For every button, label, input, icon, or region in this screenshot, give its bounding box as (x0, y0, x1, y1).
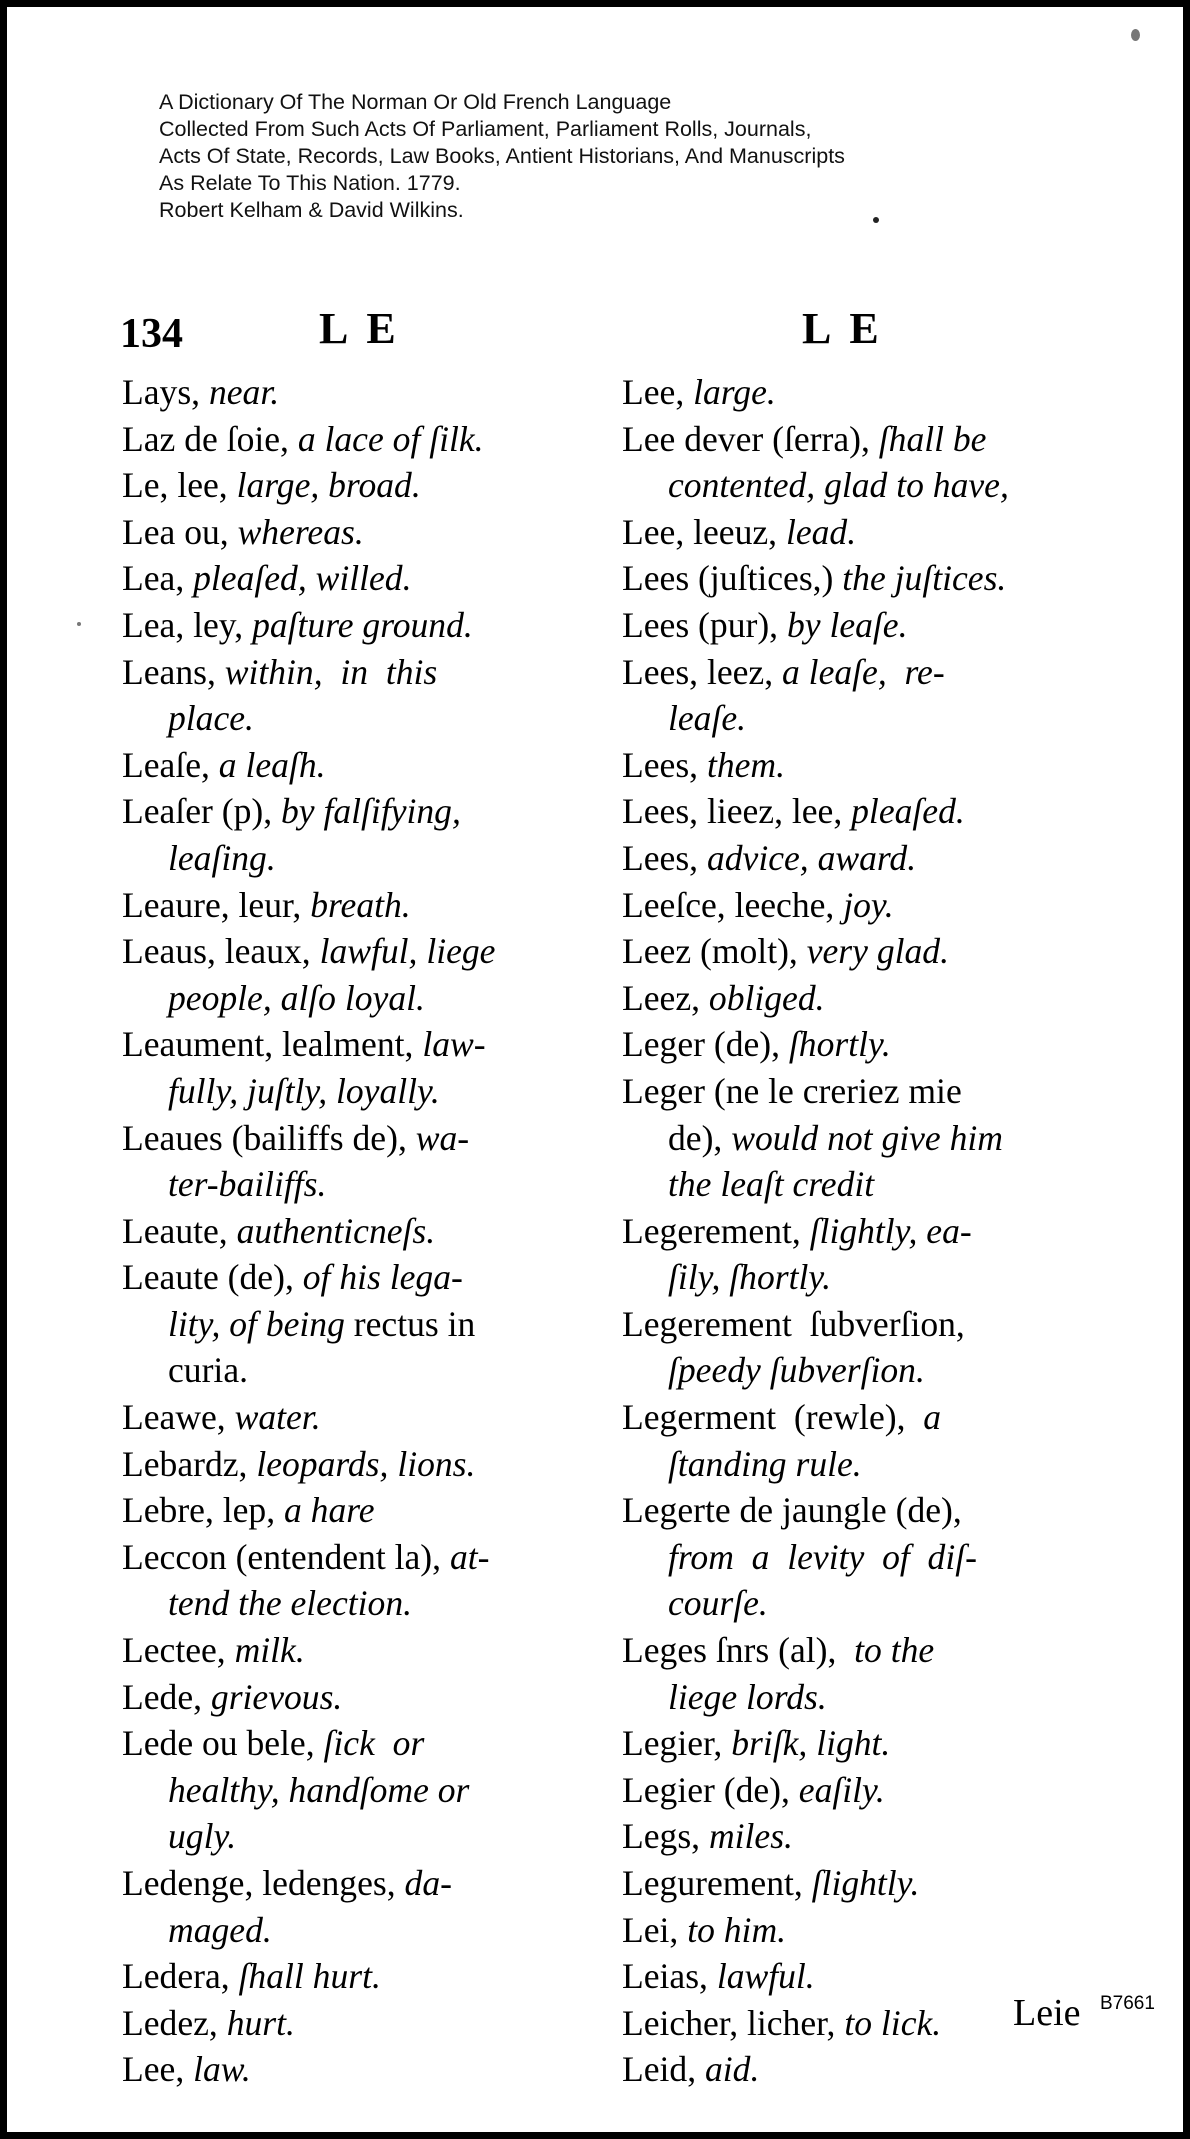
dictionary-line (122, 1580, 592, 1627)
entry-definition: large, broad. (236, 465, 421, 506)
entry-definition: milk. (234, 1630, 305, 1671)
entry-definition: tend the election. (168, 1583, 413, 1624)
entry-headword: Lea ou, (122, 511, 238, 552)
dictionary-line (622, 649, 1092, 696)
entry-definition: a leaſh. (218, 744, 326, 785)
entry-headword: Leaute (de), (122, 1257, 303, 1298)
entry-headword: Leawe, (122, 1397, 235, 1438)
entry-headword: Legurement, (622, 1863, 812, 1903)
dictionary-line (122, 369, 592, 416)
dictionary-line (622, 1627, 1092, 1674)
dictionary-line (122, 555, 592, 602)
dictionary-line (122, 1813, 592, 1860)
entry-definition: at- (449, 1536, 490, 1577)
entry-definition: wa- (415, 1117, 470, 1158)
dictionary-line (622, 1487, 1092, 1534)
source-line: Robert Kelham & David Wilkins. (159, 198, 464, 222)
entry-headword: Legerement, (622, 1210, 810, 1251)
entry-definition: lawful. (716, 1956, 815, 1997)
entry-headword: Lea, (122, 558, 194, 599)
dictionary-line (122, 1487, 592, 1534)
dictionary-line (622, 975, 1092, 1022)
dictionary-line (622, 1860, 1092, 1907)
entry-definition: large. (693, 372, 776, 412)
dictionary-line (622, 369, 1092, 416)
dictionary-line (122, 1674, 592, 1721)
catchword: Leie (1013, 1992, 1081, 2034)
dictionary-line (122, 649, 592, 696)
dictionary-line (622, 1347, 1092, 1394)
dictionary-line (622, 835, 1092, 882)
entry-definition: joy. (843, 884, 894, 925)
entry-headword: Lays, (122, 372, 209, 412)
entry-headword: Leger (ne le creriez mie (622, 1070, 962, 1111)
dictionary-line (122, 975, 592, 1022)
right-column (622, 369, 1092, 2093)
entry-headword: Leaure, leur, (122, 884, 311, 925)
source-note (159, 89, 1059, 224)
entry-definition: place. (168, 698, 254, 739)
entry-definition: maged. (168, 1909, 272, 1950)
entry-headword: Lee dever (ſerra), (622, 418, 879, 459)
catalog-id: B7661 (1100, 1993, 1155, 2014)
entry-definition: briſk, light. (731, 1723, 891, 1764)
source-line: Acts Of State, Records, Law Books, Antient Historians, And Manuscripts (159, 144, 845, 168)
entry-headword: Legerment (rewle), (622, 1397, 924, 1438)
dictionary-line (622, 602, 1092, 649)
entry-definition: from a levity of diſ- (668, 1536, 977, 1577)
dictionary-line (622, 555, 1092, 602)
dictionary-line (122, 1021, 592, 1068)
entry-headword: Le, lee, (122, 465, 237, 506)
entry-definition: to the (854, 1630, 935, 1671)
entry-headword: Lei, (622, 1909, 688, 1950)
dictionary-line (122, 1627, 592, 1674)
entry-definition: ter-bailiffs. (168, 1164, 327, 1205)
entry-definition: to lick. (844, 2002, 942, 2043)
entry-definition: aid. (705, 2049, 760, 2090)
entry-headword: Lebardz, (122, 1443, 257, 1484)
entry-definition: da- (404, 1863, 452, 1903)
ink-speck (1131, 29, 1140, 41)
dictionary-line (122, 695, 592, 742)
entry-definition: leaſing. (168, 837, 276, 878)
entry-definition: eaſily. (798, 1769, 885, 1810)
dictionary-line (622, 1161, 1092, 1208)
entry-definition: contented, glad to have, (668, 465, 1009, 506)
dictionary-line (122, 602, 592, 649)
entry-headword: Leaſer (p), (122, 791, 282, 832)
dictionary-line (122, 1068, 592, 1115)
dictionary-line (122, 1534, 592, 1581)
dictionary-line (622, 509, 1092, 556)
entry-definition: by leaſe. (786, 604, 908, 645)
entry-headword: curia. (168, 1350, 248, 1391)
dictionary-line (122, 882, 592, 929)
dictionary-line (122, 2046, 592, 2093)
entry-definition: very glad. (806, 931, 949, 972)
dictionary-line (122, 1301, 592, 1348)
entry-headword: Lede, (122, 1676, 211, 1717)
entry-headword: Lebre, lep, (122, 1490, 284, 1531)
entry-definition: miles. (708, 1816, 793, 1857)
dictionary-line (122, 1394, 592, 1441)
entry-definition: grievous. (210, 1676, 343, 1717)
entry-definition: the leaſt credit (668, 1164, 875, 1205)
entry-definition: liege lords. (668, 1676, 827, 1717)
dictionary-line (622, 1301, 1092, 1348)
dictionary-line (622, 1021, 1092, 1068)
entry-headword: Lee, leeuz, (622, 511, 786, 552)
dictionary-line (622, 1580, 1092, 1627)
dictionary-line (622, 1767, 1092, 1814)
entry-definition: lawful, liege (319, 931, 496, 972)
entry-definition: ſtanding rule. (668, 1443, 862, 1484)
ink-speck (873, 217, 879, 223)
dictionary-line (622, 928, 1092, 975)
dictionary-line (122, 788, 592, 835)
entry-definition: water. (234, 1397, 321, 1438)
entry-definition: authenticneſs. (236, 1210, 436, 1251)
entry-definition: within, in this (224, 651, 438, 692)
entry-headword: Legier (de), (622, 1769, 799, 1810)
entry-headword: Leger (de), (622, 1024, 789, 1065)
entry-definition: them. (706, 744, 786, 785)
dictionary-line (622, 1208, 1092, 1255)
entry-headword: Leaues (bailiffs de), (122, 1117, 416, 1158)
entry-definition: obliged. (708, 977, 825, 1018)
entry-headword: de), (668, 1117, 732, 1158)
dictionary-line (622, 1907, 1092, 1954)
entry-definition: a hare (284, 1490, 375, 1531)
entry-headword: Lees (pur), (622, 604, 787, 645)
running-head-left: LE (319, 304, 414, 353)
entry-definition: pleaſed. (851, 791, 965, 832)
dictionary-line (622, 462, 1092, 509)
entry-headword: Lees, lieez, lee, (622, 791, 852, 832)
entry-definition: leopards, lions. (256, 1443, 476, 1484)
entry-headword: Legerte de jaungle (de), (622, 1490, 962, 1531)
entry-definition: lead. (785, 511, 857, 552)
dictionary-line (622, 416, 1092, 463)
entry-definition: courſe. (668, 1583, 768, 1624)
entry-definition: lity, of being (168, 1303, 354, 1344)
dictionary-line (622, 1068, 1092, 1115)
dictionary-line (122, 928, 592, 975)
entry-definition: law. (193, 2049, 251, 2090)
entry-headword: Leez, (622, 977, 709, 1018)
dictionary-line (122, 1441, 592, 1488)
entry-headword: Lectee, (122, 1630, 235, 1671)
dictionary-line (622, 1394, 1092, 1441)
entry-headword: Leans, (122, 651, 225, 692)
entry-definition: advice, award. (706, 837, 917, 878)
entry-headword: Lees, (622, 744, 707, 785)
dictionary-line (122, 835, 592, 882)
entry-definition: healthy, handſome or (168, 1769, 470, 1810)
entry-headword: Lees, leez, (622, 651, 782, 692)
entry-headword: Laz de ſoie, (122, 418, 298, 459)
dictionary-line (622, 695, 1092, 742)
entry-definition: ſick or (323, 1723, 425, 1764)
entry-headword: Leid, (622, 2049, 705, 2090)
dictionary-line (622, 742, 1092, 789)
dictionary-line (122, 1720, 592, 1767)
dictionary-line (122, 1953, 592, 2000)
dictionary-line (622, 1254, 1092, 1301)
entry-headword: Lea, ley, (122, 604, 253, 645)
entry-definition: leaſe. (668, 698, 747, 739)
entry-definition: whereas. (237, 511, 364, 552)
dictionary-line (622, 1441, 1092, 1488)
entry-definition: near. (208, 372, 280, 412)
entry-definition: ſlightly, ea- (809, 1210, 972, 1251)
dictionary-line (122, 462, 592, 509)
entry-headword: rectus in (353, 1303, 476, 1344)
entry-headword: Ledez, (122, 2002, 227, 2043)
page-number: 134 (120, 311, 183, 357)
entry-headword: Leeſce, leeche, (622, 884, 844, 925)
dictionary-line (622, 2046, 1092, 2093)
entry-headword: Lees, (622, 837, 707, 878)
entry-headword: Legerement ſubverſion, (622, 1303, 965, 1344)
entry-definition: by falſifying, (281, 791, 461, 832)
entry-headword: Leaute, (122, 1210, 237, 1251)
entry-definition: pleaſed, willed. (193, 558, 412, 599)
dictionary-line (122, 1907, 592, 1954)
dictionary-line (122, 1115, 592, 1162)
dictionary-line (122, 742, 592, 789)
dictionary-line (622, 788, 1092, 835)
entry-headword: Leicher, licher, (622, 2002, 845, 2043)
entry-definition: of his lega- (302, 1257, 463, 1298)
entry-headword: Leaſe, (122, 744, 219, 785)
entry-definition: a leaſe, re- (782, 651, 945, 692)
entry-headword: Legs, (622, 1816, 709, 1857)
dictionary-line (122, 416, 592, 463)
entry-definition: ſhall be (878, 418, 987, 459)
entry-definition: people, alſo loyal. (168, 977, 425, 1018)
dictionary-line (622, 1674, 1092, 1721)
dictionary-line (622, 1534, 1092, 1581)
dictionary-line (622, 1115, 1092, 1162)
entry-definition: law- (422, 1024, 486, 1065)
entry-headword: Lede ou bele, (122, 1723, 324, 1764)
entry-headword: Leez (molt), (622, 931, 807, 972)
entry-definition: to him. (687, 1909, 787, 1950)
entry-headword: Leges ſnrs (al), (622, 1630, 855, 1671)
dictionary-line (122, 1208, 592, 1255)
entry-definition: the juſtices. (842, 558, 1007, 599)
source-line: As Relate To This Nation. 1779. (159, 171, 461, 195)
entry-headword: Legier, (622, 1723, 732, 1764)
entry-headword: Lees (juſtices,) (622, 558, 843, 599)
entry-definition: a lace of ſilk. (297, 418, 484, 459)
source-line: A Dictionary Of The Norman Or Old French Language (159, 90, 672, 114)
dictionary-line (122, 1254, 592, 1301)
entry-definition: paſture ground. (252, 604, 473, 645)
entry-definition: fully, juſtly, loyally. (168, 1070, 440, 1111)
entry-definition: ſlightly. (811, 1863, 920, 1903)
entry-headword: Lee, (122, 2049, 194, 2090)
entry-headword: Leaument, lealment, (122, 1024, 423, 1065)
entry-definition: ſily, ſhortly. (668, 1257, 832, 1298)
entry-headword: Leias, (622, 1956, 717, 1997)
entry-definition: ſhall hurt. (238, 1956, 381, 1997)
dictionary-line (122, 509, 592, 556)
entry-headword: Ledenge, ledenges, (122, 1863, 405, 1903)
entry-definition: ugly. (168, 1816, 237, 1857)
dictionary-line (622, 1813, 1092, 1860)
dictionary-line (622, 1720, 1092, 1767)
entry-definition: ſpeedy ſubverſion. (668, 1350, 925, 1391)
dictionary-line (622, 882, 1092, 929)
dictionary-line (122, 1767, 592, 1814)
entry-headword: Ledera, (122, 1956, 239, 1997)
left-column (122, 369, 592, 2093)
entry-definition: ſhortly. (788, 1024, 891, 1065)
entry-headword: Lee, (622, 372, 694, 412)
entry-definition: would not give him (731, 1117, 1003, 1158)
dictionary-line (122, 1161, 592, 1208)
dictionary-line (122, 2000, 592, 2047)
entry-definition: hurt. (226, 2002, 295, 2043)
source-line: Collected From Such Acts Of Parliament, Parliament Rolls, Journals, (159, 117, 812, 141)
running-head-right: LE (802, 304, 897, 353)
dictionary-line (122, 1347, 592, 1394)
entry-headword: Leccon (entendent la), (122, 1536, 450, 1577)
dictionary-line (122, 1860, 592, 1907)
entry-headword: Leaus, leaux, (122, 931, 320, 972)
ink-speck (77, 622, 81, 626)
entry-definition: a (923, 1397, 942, 1438)
entry-definition: breath. (310, 884, 411, 925)
